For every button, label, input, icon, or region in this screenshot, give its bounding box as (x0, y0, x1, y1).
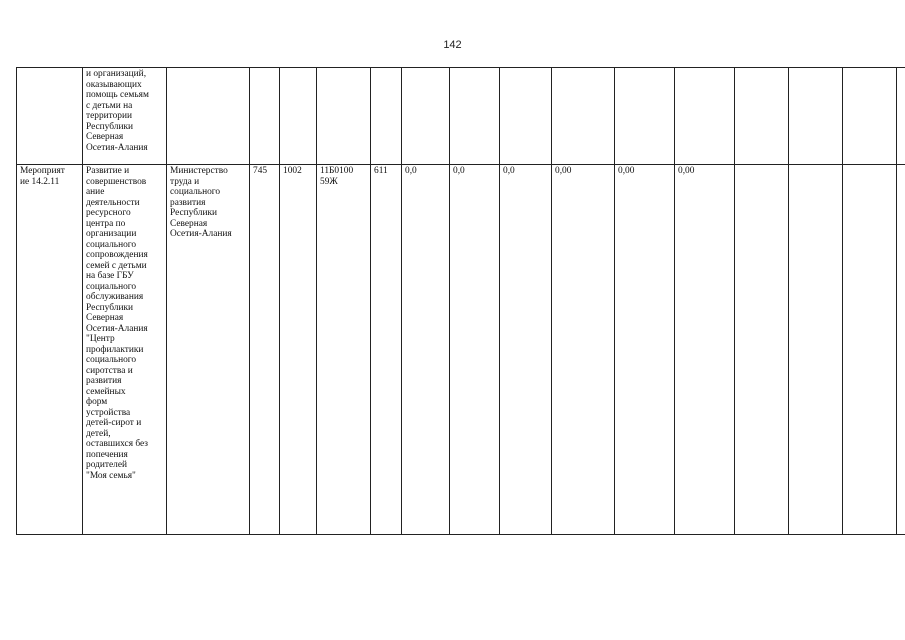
table-cell (615, 68, 675, 165)
table-cell (843, 165, 897, 535)
table-cell (167, 68, 250, 165)
target-article-cell: 11Б0100 59Ж (317, 165, 371, 535)
table-cell (280, 68, 317, 165)
value-cell: 0,0 (500, 165, 552, 535)
table-cell (250, 68, 280, 165)
activity-name-cell: Развитие и совершенствов ание деятельности ресурсного центра по организации социального сопровождения семей с детьми на базе ГБУ социального обслуживания Республики Северная Осетия-Алания "Центр профилактики социального сиротства и развития семейных форм устройства детей-сирот и детей, оставшихся без попечения родителей "Моя семья" (83, 165, 167, 535)
table-cell (897, 68, 905, 165)
activity-name-cell: и организаций, оказывающих помощь семьям с детьми на территории Республики Северная Осетия-Алания (83, 68, 167, 165)
table-cell (500, 68, 552, 165)
table-cell (843, 68, 897, 165)
table-cell (317, 68, 371, 165)
table-row-activity-14-2-11 (17, 165, 905, 535)
table-cell (789, 68, 843, 165)
program-activities-table (16, 67, 905, 535)
grbs-code-cell: 745 (250, 165, 280, 535)
page-number: 142 (443, 39, 462, 51)
value-cell: 0,00 (675, 165, 735, 535)
table-cell (552, 68, 615, 165)
table-row-continuation (17, 68, 905, 165)
value-cell: 0,0 (402, 165, 450, 535)
table-cell (450, 68, 500, 165)
value-cell: 0,0 (450, 165, 500, 535)
table-cell (17, 68, 83, 165)
executor-cell: Министерство труда и социального развития Республики Северная Осетия-Алания (167, 165, 250, 535)
table-cell (735, 165, 789, 535)
value-cell: 0,00 (552, 165, 615, 535)
section-code-cell: 1002 (280, 165, 317, 535)
value-cell: 0,00 (615, 165, 675, 535)
table-cell (897, 165, 905, 535)
table-cell (371, 68, 402, 165)
expense-type-cell: 611 (371, 165, 402, 535)
table-cell (789, 165, 843, 535)
table-cell (402, 68, 450, 165)
table-cell (735, 68, 789, 165)
table-cell (675, 68, 735, 165)
activity-id-cell: Мероприят ие 14.2.11 (17, 165, 83, 535)
